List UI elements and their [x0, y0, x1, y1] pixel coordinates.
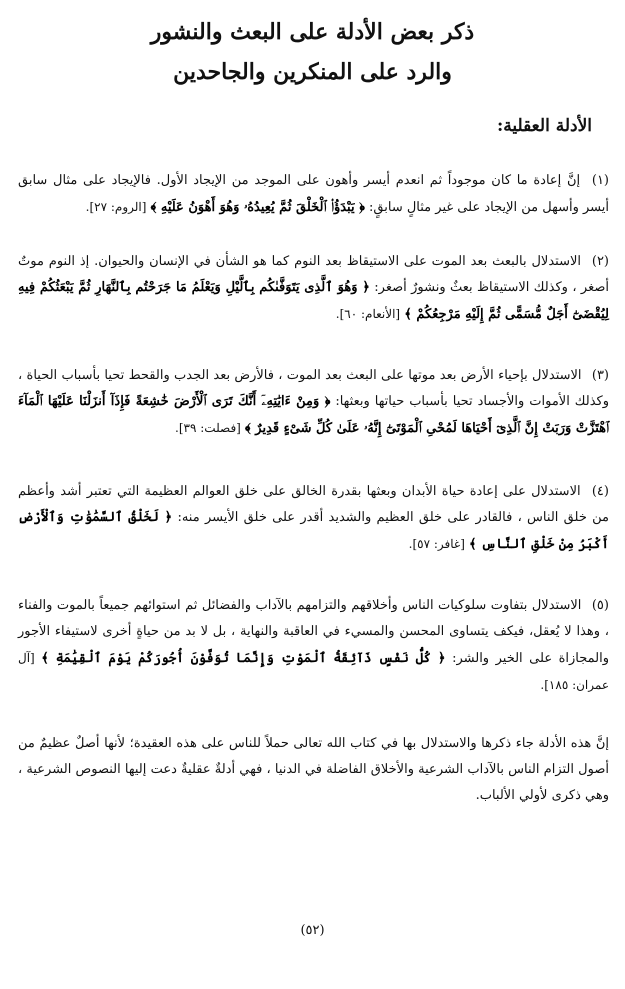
item-number: (١): [591, 173, 609, 188]
item-number: (٢): [591, 254, 609, 269]
verse-reference: [الروم: ٢٧].: [85, 200, 147, 214]
verse-reference: [آل عمران: ١٨٥].: [18, 651, 609, 692]
evidence-item-4: [18, 479, 609, 558]
item-text: إنَّ إعادة ما كان موجوداً ثم انعدم أيسر وأهون على الموجد من الإيجاد الأول. فالإيجاد على مثال سابق أيسر وأسهل من الإيجاد على غير مثالٍ سابقٍ:: [18, 173, 609, 215]
item-number: (٤): [591, 484, 609, 499]
quran-verse: ﴿ وَمِنْ ءَايَٰتِهِۦٓ أَنَّكَ تَرَى ٱلْأَرْضَ خَٰشِعَةً فَإِذَآ أَنزَلْنَا عَلَيْهَا ٱلْمَآءَ ٱهْتَزَّتْ وَرَبَتْ إِنَّ ٱلَّذِىٓ أَحْيَاهَا لَمُحْىِ ٱلْمَوْتَىٰٓ إِنَّهُۥ عَلَىٰ كُلِّ شَىْءٍ قَدِيرٌ ﴾: [18, 394, 609, 436]
item-number: (٣): [591, 368, 609, 383]
quran-verse: ﴿ لَخَلْقُ ٱلسَّمَٰوَٰتِ وَٱلْأَرْضِ أَكْبَرُ مِنْ خَلْقِ ٱلنَّاسِ ﴾: [18, 510, 609, 552]
item-text: الاستدلال على إعادة حياة الأبدان وبعثها بقدرة الخالق على خلق العوالم العظيمة التي تعتبر أشد وأعظم من خلق الناس ، فالقادر على خلق العظيم والشديد أقدر على خلق الأيسر منه:: [18, 484, 610, 525]
verse-reference: [الأنعام: ٦٠].: [335, 307, 401, 321]
verse-reference: [فصلت: ٣٩].: [175, 421, 241, 435]
page-title-line2: والرد على المنكرين والجاحدين: [173, 59, 452, 85]
verse-reference: [غافر: ٥٧].: [408, 537, 465, 551]
item-text: الاستدلال بتفاوت سلوكيات الناس وأخلاقهم والتزامهم بالآداب والفضائل ثم استوائهم جميعاً بالموت والفناء ، وهذا لا يُعقل، فيكف يتساوى المحسن والمسيء في العاقبة والنهاية ، بل لا بد من حياةٍ أخرى لاستيفاء الأجور والمجازاة على الخير والشر:: [18, 598, 610, 666]
quran-verse: ﴿ يَبْدَؤُا۟ ٱلْخَلْقَ ثُمَّ يُعِيدُهُۥ وَهُوَ أَهْوَنُ عَلَيْهِ ﴾: [150, 200, 365, 215]
evidence-item-3: [18, 363, 609, 442]
evidence-item-1: [18, 168, 609, 221]
evidence-item-2: [18, 249, 609, 328]
evidence-item-5: [18, 593, 609, 699]
closing-paragraph: إنَّ هذه الأدلة جاء ذكرها والاستدلال بها في كتاب الله تعالى حملاً للناس على هذه العقيدة؛ لأنها أصلٌ عظيمٌ من أصول التزام الناس بالآداب الشرعية والأخلاق الفاضلة في الدنيا ، فهي أدلةٌ عقليةٌ دعت إليها النصوص الشرعية ، وهي ذكرى لأولي الألباب.: [18, 736, 609, 803]
quran-verse: ﴿ وَهُوَ ٱلَّذِى يَتَوَفَّىٰكُم بِٱلَّيْلِ وَيَعْلَمُ مَا جَرَحْتُم بِٱلنَّهَارِ ثُمَّ يَبْعَثُكُمْ فِيهِ لِيُقْضَىٰٓ أَجَلٌ مُّسَمًّى ثُمَّ إِلَيْهِ مَرْجِعُكُمْ ﴾: [18, 280, 609, 322]
page-number: (٥٢): [300, 923, 325, 938]
section-subheading: الأدلة العقلية:: [496, 116, 592, 136]
quran-verse: ﴿ كُلُّ نَفْسٍ ذَآئِقَةُ ٱلْمَوْتِ وَإِنَّمَا تُوَفَّوْنَ أُجُورَكُمْ يَوْمَ ٱلْقِيَٰمَةِ ﴾: [41, 651, 446, 666]
item-text: الاستدلال بإحياء الأرض بعد موتها على البعث بعد الموت ، فالأرض بعد الجدب والقحط تحيا بأسباب الحياة ، وكذلك الأموات والأجساد تحيا بأسباب حياتها وبعثها:: [18, 368, 609, 409]
page-title-line1: ذكر بعض الأدلة على البعث والنشور: [150, 19, 475, 45]
item-number: (٥): [591, 598, 609, 613]
item-text: الاستدلال بالبعث بعد الموت على الاستيقاظ بعد النوم كما هو الشأن في الإنسان والحيوان. إذ النوم موتٌ أصغر ، وكذلك الاستيقاظ بعثٌ ونشورٌ أصغر:: [18, 254, 609, 295]
